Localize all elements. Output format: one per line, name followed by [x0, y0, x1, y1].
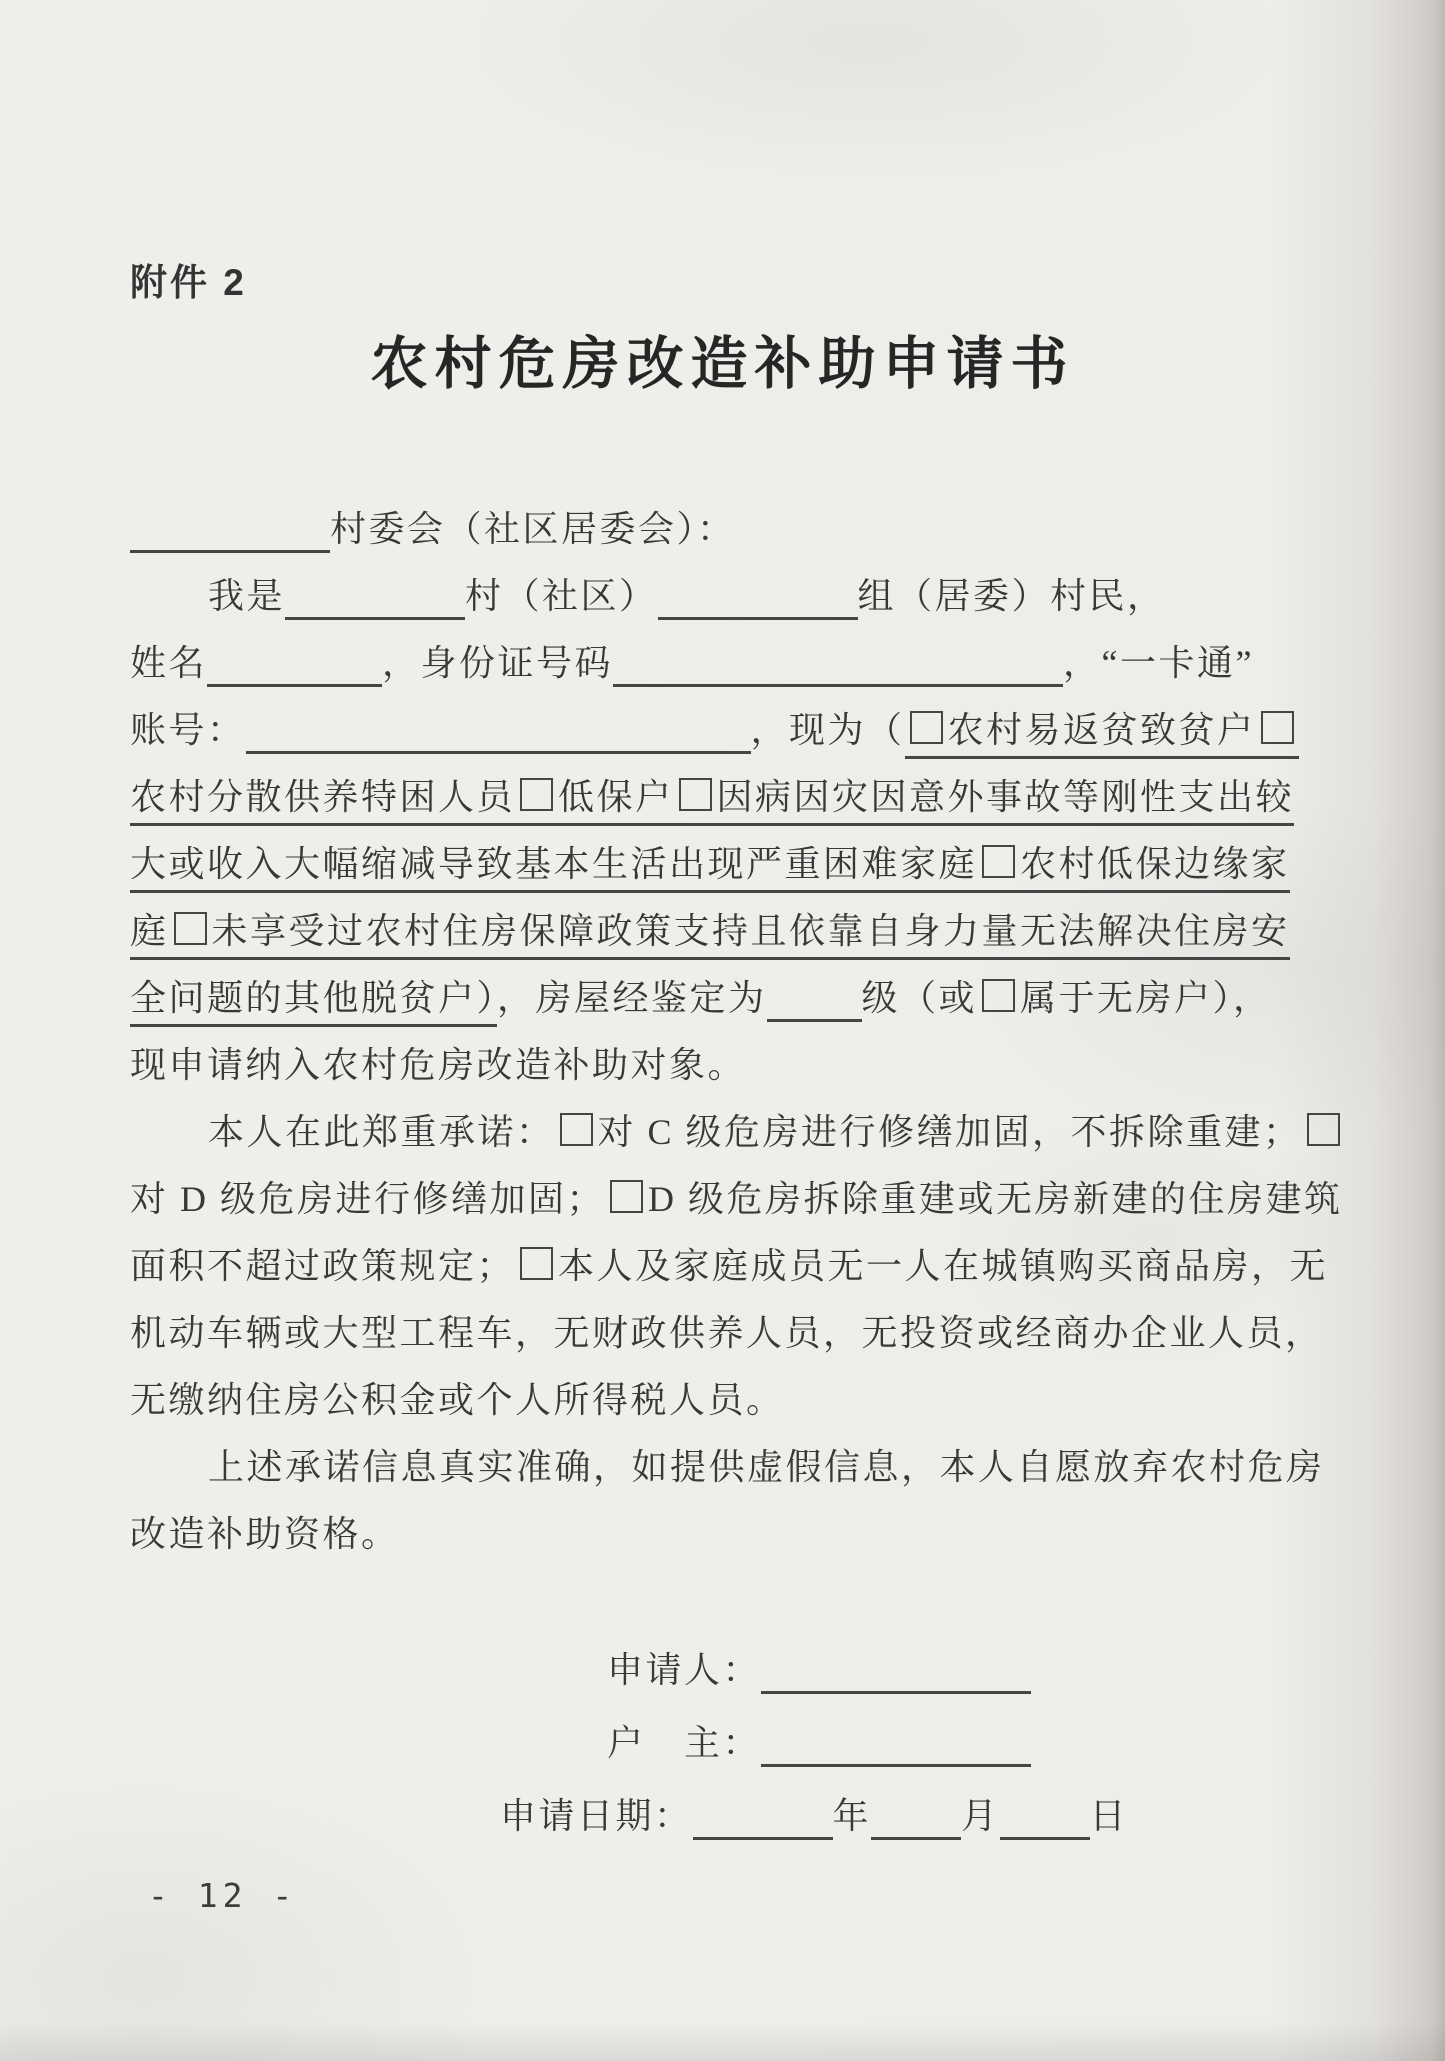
text-run: 现申请纳入农村危房改造补助对象。 — [130, 1045, 747, 1085]
underlined-run: 因病因灾因意外事故等刚性支出较 — [717, 777, 1295, 826]
document-line — [130, 898, 1315, 965]
text-run: 我是 — [208, 576, 286, 616]
text-run: ，“一卡通” — [1063, 643, 1254, 683]
underlined-run: 农村易返贫致贫户 — [948, 710, 1256, 759]
document-line — [130, 1501, 1315, 1568]
text-run — [605, 1179, 648, 1219]
text-run: 对 D 级危房进行修缮加固； — [130, 1179, 605, 1219]
text-run: 级（或 — [861, 978, 978, 1018]
document-line — [130, 1166, 1343, 1233]
text-run: 本人及家庭成员无一人在城镇购买商品房，无 — [558, 1246, 1329, 1286]
text-run: 对 C 级危房进行修缮加固，不拆除重建； — [597, 1112, 1302, 1152]
text-run: 月 — [961, 1796, 1000, 1836]
underlined-run — [674, 777, 717, 826]
attachment-label: 附件 2 — [130, 262, 247, 303]
checkbox-icon — [1261, 711, 1294, 744]
text-run: 申请日期： — [500, 1796, 693, 1836]
text-run: 日 — [1089, 1796, 1129, 1836]
underlined-run: 庭 — [130, 911, 169, 960]
text-run: 面积不超过政策规定； — [130, 1246, 516, 1286]
text-run: ，现为（ — [750, 710, 905, 750]
text-run: ，身份证号码 — [382, 643, 614, 683]
document-line — [130, 697, 1315, 764]
text-run — [515, 1246, 558, 1286]
text-run: 机动车辆或大型工程车，无财政供养人员，无投资或经商办企业人员， — [130, 1313, 1324, 1353]
text-run: 姓名 — [130, 643, 208, 683]
document-line — [607, 1707, 1315, 1780]
fill-in-blank — [130, 520, 330, 553]
signature-block — [130, 1634, 1315, 1853]
checkbox-icon — [520, 1247, 553, 1280]
text-run: 村（社区） — [465, 576, 658, 616]
fill-in-blank — [613, 654, 1063, 687]
text-run — [555, 1112, 598, 1152]
fill-in-blank — [285, 587, 465, 620]
document-line — [130, 563, 1315, 630]
checkbox-icon — [560, 1113, 593, 1146]
text-run: 年 — [832, 1796, 872, 1836]
document-line — [130, 1300, 1324, 1367]
fill-in-blank — [871, 1807, 961, 1840]
document-line — [130, 630, 1315, 697]
document-line — [130, 1099, 1315, 1166]
fill-in-blank — [761, 1661, 1031, 1694]
document-body — [130, 496, 1343, 1568]
text-run: 账号： — [130, 710, 246, 750]
fill-in-blank — [658, 587, 858, 620]
text-run: ，房屋经鉴定为 — [497, 978, 767, 1018]
text-run: 申请人： — [607, 1650, 762, 1690]
checkbox-icon — [174, 912, 207, 945]
text-run: 上述承诺信息真实准确，如提供虚假信息，本人自愿放弃农村危房 — [208, 1447, 1325, 1487]
document-title: 农村危房改造补助申请书 — [370, 333, 1075, 396]
underlined-run: 农村分散供养特困人员 — [130, 777, 515, 826]
underlined-run: 大或收入大幅缩减导致基本生活出现严重困难家庭 — [130, 844, 977, 893]
document-line — [130, 1032, 1315, 1099]
fill-in-blank — [767, 989, 862, 1022]
checkbox-icon — [679, 778, 712, 811]
document-line — [130, 1434, 1325, 1501]
checkbox-icon — [910, 711, 943, 744]
underlined-run — [515, 777, 558, 826]
text-run: 村委会（社区居委会）： — [330, 509, 736, 549]
underlined-run — [905, 710, 948, 759]
document-line — [607, 1634, 1315, 1707]
text-run: 无缴纳住房公积金或个人所得税人员。 — [130, 1380, 785, 1420]
document-line — [130, 831, 1315, 898]
checkbox-icon — [520, 778, 553, 811]
document-line — [130, 496, 1315, 563]
document-line — [130, 764, 1315, 831]
underlined-run — [977, 844, 1020, 893]
underlined-run — [1256, 710, 1299, 759]
text-run: D 级危房拆除重建或无房新建的住房建筑 — [648, 1179, 1343, 1219]
underlined-run — [169, 911, 212, 960]
checkbox-icon — [610, 1180, 643, 1213]
document-line — [130, 1367, 1315, 1434]
text-run — [1302, 1112, 1345, 1152]
fill-in-blank — [1000, 1807, 1090, 1840]
underlined-run: 未享受过农村住房保障政策支持且依靠自身力量无法解决住房安 — [212, 911, 1290, 960]
text-run: 改造补助资格。 — [130, 1514, 400, 1554]
underlined-run: 全问题的其他脱贫户） — [130, 978, 497, 1027]
text-run: 本人在此郑重承诺： — [208, 1112, 555, 1152]
checkbox-icon — [982, 979, 1015, 1012]
page-number: - 12 - — [148, 1876, 298, 1915]
text-run: 组（居委）村民， — [857, 576, 1166, 616]
document-line — [130, 1233, 1329, 1300]
text-run: 户 主： — [607, 1723, 762, 1763]
fill-in-blank — [693, 1807, 833, 1840]
text-run — [977, 978, 1020, 1018]
underlined-run: 低保户 — [558, 777, 674, 826]
document-line — [500, 1780, 1315, 1853]
fill-in-blank — [761, 1734, 1031, 1767]
checkbox-icon — [982, 845, 1015, 878]
fill-in-blank — [246, 721, 751, 754]
text-run: 属于无房户）， — [1020, 978, 1272, 1018]
checkbox-icon — [1307, 1113, 1340, 1146]
underlined-run: 农村低保边缘家 — [1020, 844, 1290, 893]
document-line — [130, 965, 1315, 1032]
fill-in-blank — [207, 654, 382, 687]
